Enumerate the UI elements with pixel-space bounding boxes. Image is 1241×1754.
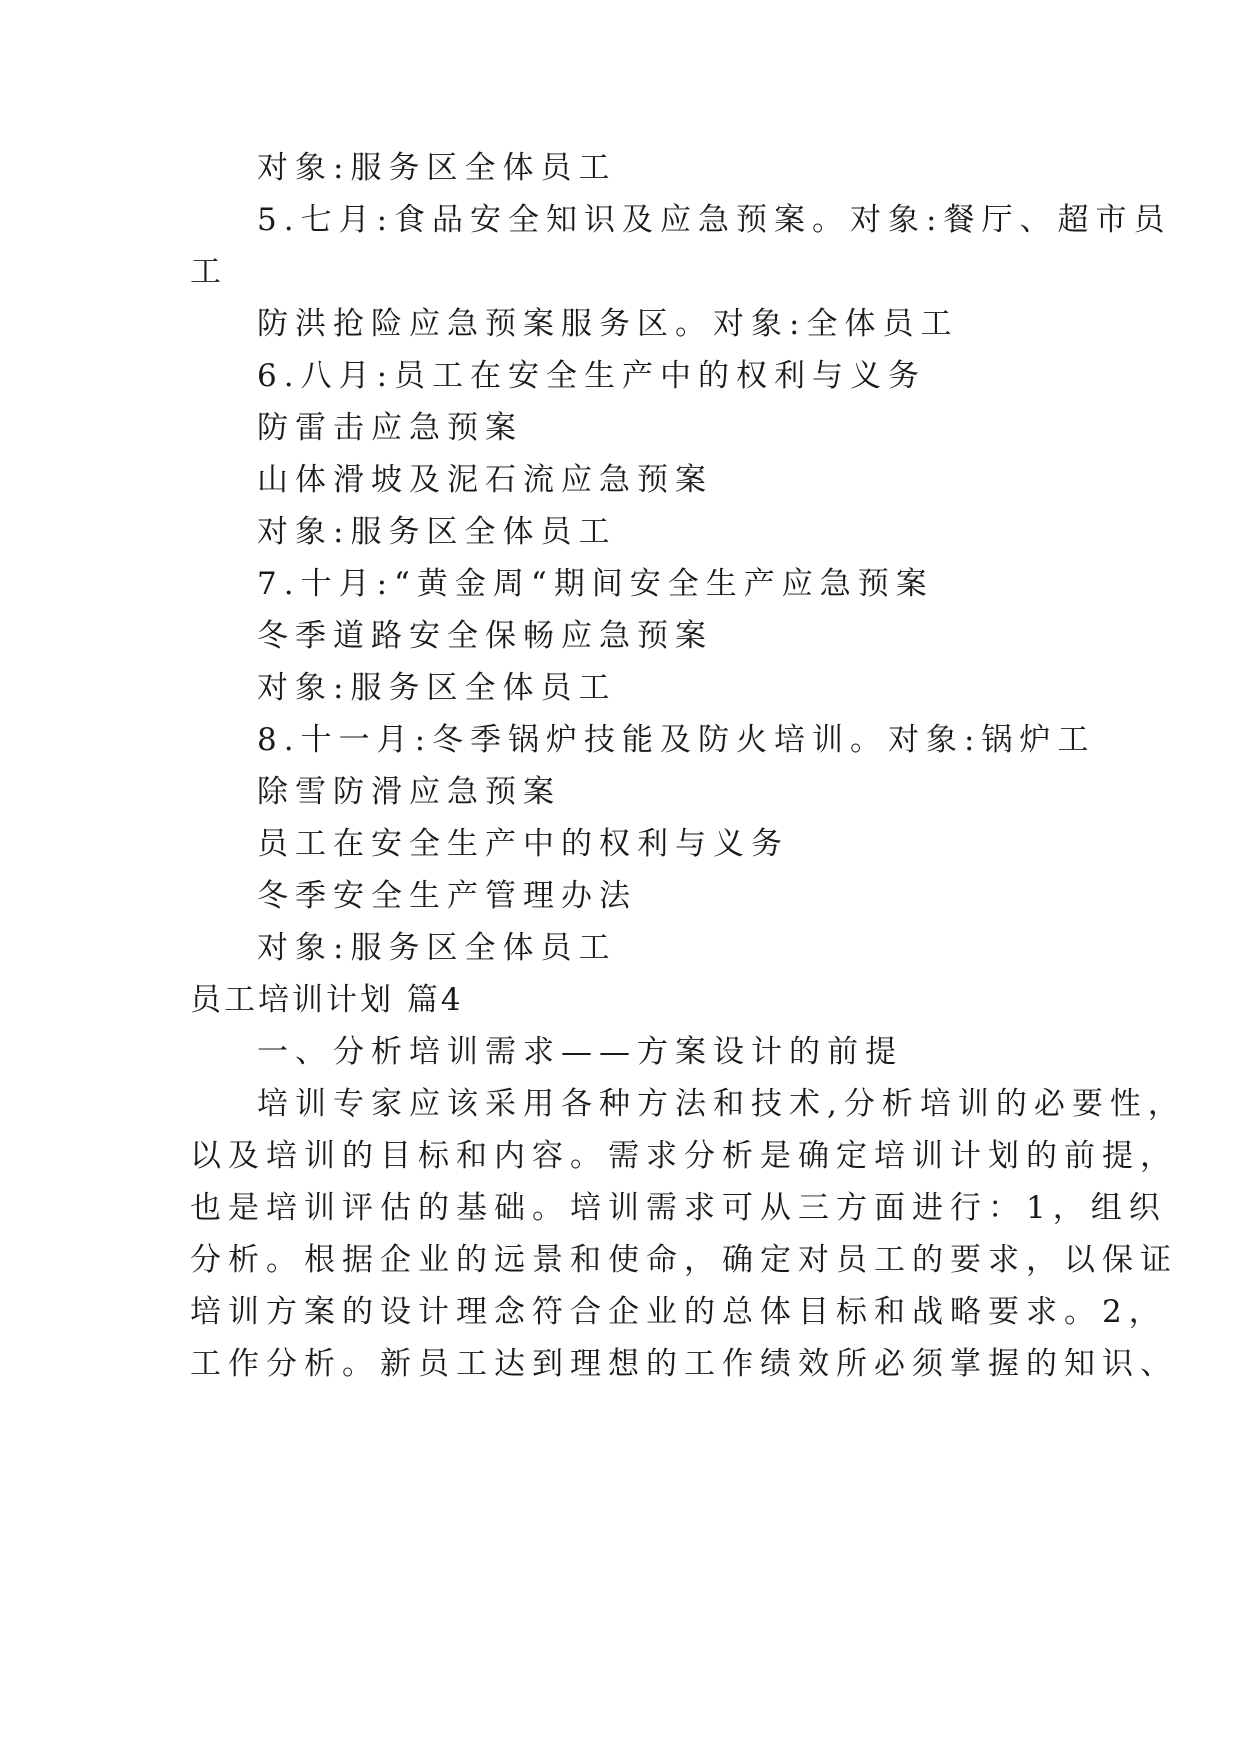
text-line: 对象:服务区全体员工 <box>257 150 617 186</box>
text-line: 也是培训评估的基础。培训需求可从三方面进行：1，组织 <box>190 1190 1167 1226</box>
text-line: 员工在安全生产中的权利与义务 <box>257 826 789 862</box>
text-line: 培训方案的设计理念符合企业的总体目标和战略要求。2， <box>190 1294 1167 1330</box>
text-line: 7.十月:“黄金周“期间安全生产应急预案 <box>257 566 934 602</box>
text-line: 对象:服务区全体员工 <box>257 514 617 550</box>
section-heading: 员工培训计划 篇4 <box>190 982 464 1018</box>
text-line: 对象:服务区全体员工 <box>257 930 617 966</box>
text-line: 对象:服务区全体员工 <box>257 670 617 706</box>
text-line: 6.八月:员工在安全生产中的权利与义务 <box>257 358 927 394</box>
text-line: 5.七月:食品安全知识及应急预案。对象:餐厅、超市员 <box>257 202 1172 238</box>
text-line: 除雪防滑应急预案 <box>257 774 561 810</box>
text-line: 工 <box>190 254 228 290</box>
text-line: 培训专家应该采用各种方法和技术,分析培训的必要性， <box>257 1086 1186 1122</box>
text-line: 一、分析培训需求——方案设计的前提 <box>257 1034 903 1070</box>
text-line: 防洪抢险应急预案服务区。对象:全体员工 <box>257 306 959 342</box>
text-line: 以及培训的目标和内容。需求分析是确定培训计划的前提， <box>190 1138 1178 1174</box>
text-line: 冬季安全生产管理办法 <box>257 878 637 914</box>
text-line: 8.十一月:冬季锅炉技能及防火培训。对象:锅炉工 <box>257 722 1096 758</box>
text-line: 分析。根据企业的远景和使命，确定对员工的要求，以保证 <box>190 1242 1178 1278</box>
text-line: 工作分析。新员工达到理想的工作绩效所必须掌握的知识、 <box>190 1346 1178 1382</box>
text-line: 防雷击应急预案 <box>257 410 523 446</box>
text-line: 山体滑坡及泥石流应急预案 <box>257 462 713 498</box>
text-line: 冬季道路安全保畅应急预案 <box>257 618 713 654</box>
